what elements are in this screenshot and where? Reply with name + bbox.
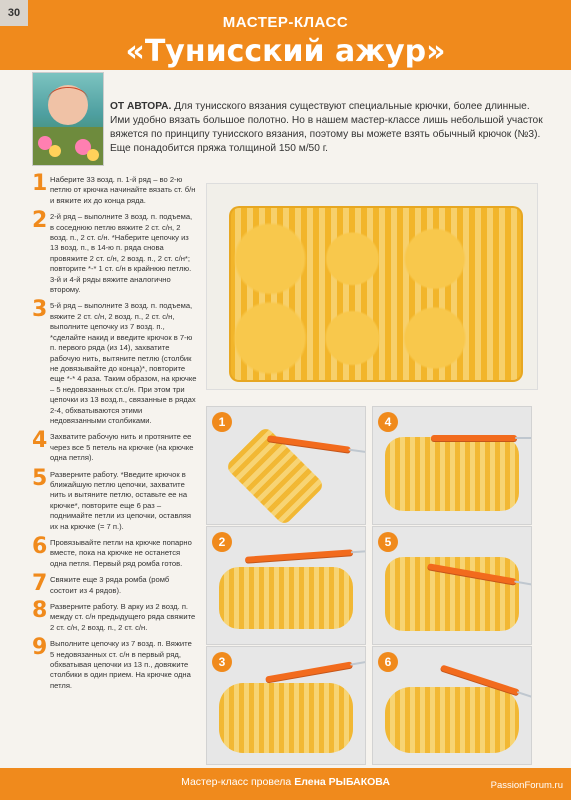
step-6 bbox=[32, 534, 198, 569]
step-text: 2-й ряд – выполните 3 возд. п. подъема, в соседнюю петлю вяжите 2 ст. с/н, 2 возд. п., 2 ст. с/н. *Наберите цепочку из 13 возд. п., в 14-ю п. ряда снова провяжите 2 ст. с/н, 2 возд. п., 2 ст. с/н*; повторите *-* 1 ст. с/н в крайнюю петлю. 3-й и 4-й ряды вяжите аналогично второму. bbox=[50, 212, 193, 295]
instruction-steps bbox=[32, 171, 198, 697]
step-text: Наберите 33 возд. п. 1-й ряд – во 2-ю петлю от крючка начинайте вязать ст. б/н и вяжите их до конца ряда. bbox=[50, 175, 196, 205]
step-text: Свяжите еще 3 ряда ромба (ромб состоит из 4 рядов). bbox=[50, 575, 170, 595]
step-1 bbox=[32, 171, 198, 206]
page-number: 30 bbox=[0, 0, 28, 26]
section-kicker: МАСТЕР-КЛАСС bbox=[222, 14, 349, 31]
photo-label: 5 bbox=[378, 532, 398, 552]
step-number: 2 bbox=[32, 208, 48, 234]
step-3 bbox=[32, 297, 198, 426]
yarn-lace-image bbox=[385, 437, 519, 511]
finished-lace-photo bbox=[206, 183, 538, 390]
intro-lead: ОТ АВТОРА. bbox=[110, 101, 172, 112]
step-text: 5-й ряд – выполните 3 возд. п. подъема, вяжите 2 ст. с/н, 2 возд. п., 2 ст. с/н, выполните цепочку из 7 возд. п., *сделайте накид и введите крючок в 7-ю п. первого ряда (из 14), захватите рабочую нить, вытяните петлю (столбик не довязывайте до конца)*, повторите еще *-* 4 раза. Таким образом, на крючке – 5 недовязанных ст.с/н. При этом три цепочки из 13 возд.п., связанные в рядах 2-4, обхватываются этими недовязанными столбиками. bbox=[50, 301, 197, 425]
step-text: Разверните работу. *Введите крючок в ближайшую петлю цепочки, захватите нить и вытяните петлю, оставьте ее на крючке*, повторите еще 6 раз – поднимайте петли из цепочки, оставляя их на крючке (= 7 п.). bbox=[50, 469, 192, 531]
step-5 bbox=[32, 465, 198, 532]
step-text: Выполните цепочку из 7 возд. п. Вяжите 5 недовязанных ст. с/н в первый ряд, обхватывая цепочки из 13 п., довяжите столбики в один прием. На крючке одна петля. bbox=[50, 639, 192, 690]
photo-label: 1 bbox=[212, 412, 232, 432]
step-2 bbox=[32, 208, 198, 295]
step-number: 6 bbox=[32, 534, 48, 559]
author-photo bbox=[32, 72, 104, 166]
author-intro bbox=[110, 100, 550, 156]
credit-prefix: Мастер-класс провела bbox=[181, 776, 295, 788]
process-photo-1 bbox=[206, 406, 366, 525]
credit-author: Елена РЫБАКОВА bbox=[294, 776, 390, 788]
process-photo-3 bbox=[206, 646, 366, 765]
lace-sample-image bbox=[229, 206, 523, 382]
photo-label: 2 bbox=[212, 532, 232, 552]
photo-label: 4 bbox=[378, 412, 398, 432]
yarn-lace-image bbox=[385, 687, 519, 753]
process-photo-2 bbox=[206, 526, 366, 645]
step-number: 8 bbox=[32, 598, 48, 624]
step-text: Захватите рабочую нить и протяните ее через все 5 петель на крючке (на крючке одна петля). bbox=[50, 432, 194, 463]
photo-label: 3 bbox=[212, 652, 232, 672]
step-9 bbox=[32, 635, 198, 691]
intro-text: Для тунисского вязания существуют специальные крючки, более длинные. Ими удобно вязать большое полотно. Но в нашем мастер-классе лишь небольшой участок вяжется по принципу тунисского вязания, поэтому вы можете взять обычный крючок (№3). Еще понадобится пряжа толщиной 150 м/50 г. bbox=[110, 101, 543, 154]
photo-label: 6 bbox=[378, 652, 398, 672]
crochet-hook-image bbox=[265, 661, 353, 682]
step-number: 7 bbox=[32, 571, 48, 597]
process-photo-4 bbox=[372, 406, 532, 525]
yarn-lace-image bbox=[219, 567, 353, 629]
step-number: 1 bbox=[32, 171, 48, 196]
step-number: 5 bbox=[32, 465, 48, 491]
site-watermark: PassionForum.ru bbox=[490, 780, 563, 791]
step-number: 3 bbox=[32, 297, 48, 323]
page-title: «Тунисский ажур» bbox=[125, 34, 446, 69]
yarn-lace-image bbox=[219, 683, 353, 753]
crochet-hook-image bbox=[245, 549, 353, 563]
step-text: Разверните работу. В арку из 2 возд. п. между ст. с/н предыдущего ряда свяжите 2 ст. с/н, 2 возд. п., 2 ст. с/н. bbox=[50, 602, 196, 632]
process-photo-6 bbox=[372, 646, 532, 765]
step-8 bbox=[32, 598, 198, 633]
process-photo-5 bbox=[372, 526, 532, 645]
step-number: 4 bbox=[32, 428, 48, 454]
step-text: Провязывайте петли на крючке попарно вместе, пока на крючке не останется одна петля. Первый ряд ромба готов. bbox=[50, 538, 192, 568]
step-4 bbox=[32, 428, 198, 463]
crochet-hook-image bbox=[431, 435, 517, 441]
step-number: 9 bbox=[32, 635, 48, 661]
author-portrait-image bbox=[33, 73, 103, 165]
footer-credit bbox=[0, 776, 571, 788]
step-7 bbox=[32, 571, 198, 597]
